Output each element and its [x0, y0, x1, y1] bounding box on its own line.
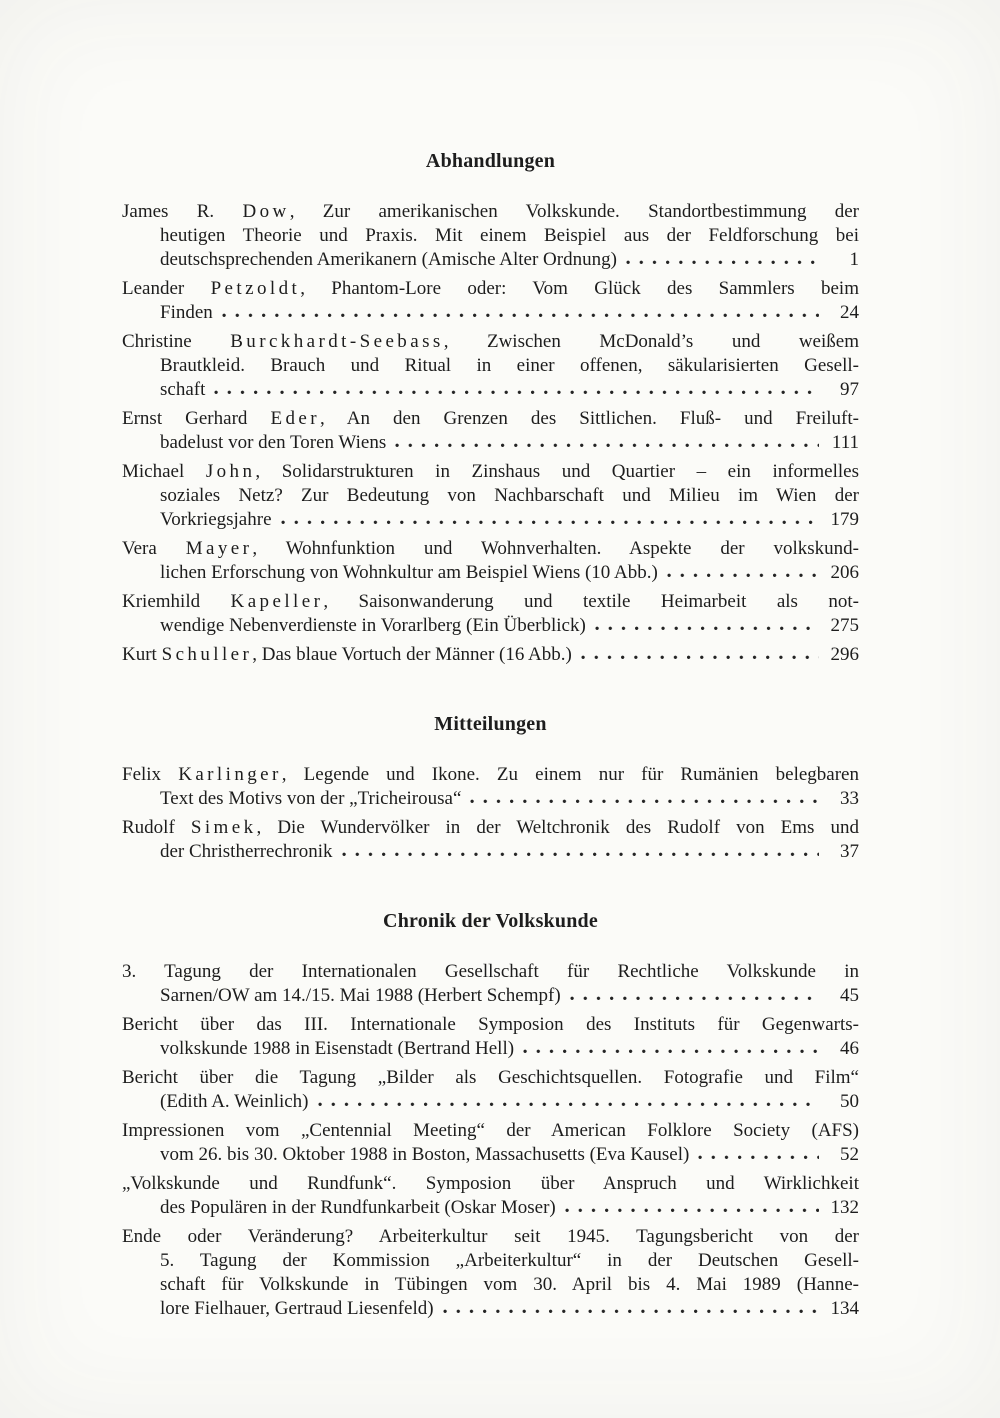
dot-leader: [565, 1204, 819, 1213]
toc-line: [122, 1013, 859, 1037]
toc-line: [122, 1119, 859, 1143]
dot-leader: [395, 439, 819, 448]
author-surname: Burckhardt-Seebass: [230, 331, 444, 352]
toc-line: [122, 643, 859, 667]
toc-line: [122, 407, 859, 431]
text-segment: Rudolf: [122, 817, 191, 838]
page-number: 50: [840, 1091, 859, 1112]
entry-text: [122, 461, 859, 482]
dot-leader: [626, 256, 819, 265]
entry-text: [160, 508, 272, 532]
dot-leader: [222, 309, 819, 318]
page-number: 132: [830, 1197, 859, 1218]
text-segment: lore Fielhauer, Gertraud Liesenfeld): [160, 1298, 434, 1319]
entry-text: [160, 1274, 859, 1295]
toc-line: [122, 248, 859, 272]
page-number: 296: [830, 644, 859, 665]
text-segment: Felix: [122, 764, 179, 785]
text-segment: , Wohnfunktion und Wohnverhalten. Aspekte der volkskund-: [252, 538, 859, 559]
text-segment: , Zur amerikanischen Volkskunde. Standortbestimmung der: [289, 201, 860, 222]
toc-line: [122, 431, 859, 455]
entry-text: [122, 961, 859, 982]
toc-entry: [122, 1013, 859, 1061]
toc-entry: [122, 763, 859, 811]
toc-line: [122, 1172, 859, 1196]
text-segment: Vorkriegsjahre: [160, 509, 272, 530]
toc-entry: [122, 816, 859, 864]
toc-line: [122, 1090, 859, 1114]
dot-leader: [581, 651, 819, 660]
toc-section: [122, 713, 859, 864]
toc-line: [122, 787, 859, 811]
text-segment: , Legende und Ikone. Zu einem nur für Rumänien belegbaren: [281, 764, 859, 785]
entry-text: [122, 817, 859, 838]
text-segment: , Zwischen McDonald’s und weißem: [443, 331, 859, 352]
toc-line: [122, 960, 859, 984]
text-segment: Finden: [160, 302, 213, 323]
toc-line: [122, 1297, 859, 1321]
toc-line: [122, 484, 859, 508]
dot-leader: [667, 569, 819, 578]
author-surname: Schuller: [161, 644, 253, 665]
toc-entry: [122, 537, 859, 585]
toc-line: [122, 1143, 859, 1167]
toc-line: [122, 537, 859, 561]
text-segment: Kurt: [122, 644, 162, 665]
text-segment: , Das blaue Vortuch der Männer (16 Abb.): [252, 644, 572, 665]
toc-line: [122, 1273, 859, 1297]
entry-text: [122, 1173, 859, 1194]
entry-text: [122, 764, 859, 785]
page-number: 1: [849, 249, 859, 270]
dot-leader: [470, 795, 819, 804]
entry-text: [160, 301, 213, 325]
text-segment: Ende oder Veränderung? Arbeiterkultur seit 1945. Tagungsbericht von der: [122, 1226, 859, 1247]
author-surname: Dow: [242, 201, 290, 222]
text-segment: Bericht über die Tagung „Bilder als Geschichtsquellen. Fotografie und Film“: [122, 1067, 859, 1088]
toc-line: [122, 224, 859, 248]
toc-line: [122, 561, 859, 585]
page-number: 134: [830, 1298, 859, 1319]
entry-text: [160, 378, 205, 402]
entry-text: [160, 248, 617, 272]
entry-text: [160, 225, 859, 246]
toc-entry: [122, 460, 859, 532]
section-heading: Chronik der Volkskunde: [383, 910, 598, 932]
text-segment: der Christherrechronik: [160, 841, 333, 862]
entry-text: [160, 1196, 556, 1220]
toc-line: [122, 590, 859, 614]
toc-section: [122, 910, 859, 1321]
text-segment: , Saisonwanderung und textile Heimarbeit als not-: [323, 591, 859, 612]
toc-line: [122, 1225, 859, 1249]
text-segment: Kriemhild: [122, 591, 231, 612]
dot-leader: [342, 848, 819, 857]
text-segment: soziales Netz? Zur Bedeutung von Nachbarschaft und Milieu im Wien der: [160, 485, 859, 506]
toc-line: [122, 330, 859, 354]
text-segment: 5. Tagung der Kommission „Arbeiterkultur“ in der Deutschen Gesell-: [160, 1250, 859, 1271]
text-segment: Sarnen/OW am 14./15. Mai 1988 (Herbert Schempf): [160, 985, 561, 1006]
entry-text: [122, 538, 859, 559]
entry-text: [160, 1090, 309, 1114]
toc-entry: [122, 330, 859, 402]
entry-text: [160, 1297, 434, 1321]
entry-text: [122, 591, 859, 612]
dot-leader: [595, 622, 819, 631]
entry-text: [160, 561, 658, 585]
toc-entry: [122, 407, 859, 455]
toc-entry: [122, 1066, 859, 1114]
dot-leader: [523, 1045, 819, 1054]
entry-text: [122, 1014, 859, 1035]
toc-line: [122, 1196, 859, 1220]
toc-line: [122, 508, 859, 532]
text-segment: James R.: [122, 201, 243, 222]
toc-entry: [122, 277, 859, 325]
section-heading: Mitteilungen: [434, 713, 547, 735]
page-number: 206: [830, 562, 859, 583]
toc-entry: [122, 1225, 859, 1321]
entry-text: [122, 278, 859, 299]
entry-text: [160, 1250, 859, 1271]
entry-text: [122, 643, 572, 667]
entry-text: [160, 840, 333, 864]
page-number: 45: [840, 985, 859, 1006]
entry-text: [160, 485, 859, 506]
text-segment: Impressionen vom „Centennial Meeting“ der American Folklore Society (AFS): [122, 1120, 859, 1141]
page-number: 46: [840, 1038, 859, 1059]
dot-leader: [214, 386, 819, 395]
entry-text: [160, 355, 859, 376]
page-number: 33: [840, 788, 859, 809]
toc-line: [122, 763, 859, 787]
page-number: 97: [840, 379, 859, 400]
text-segment: Christine: [122, 331, 231, 352]
entry-text: [122, 331, 859, 352]
author-surname: Simek: [190, 817, 257, 838]
text-segment: , Die Wundervölker in der Weltchronik des Rudolf von Ems und: [256, 817, 859, 838]
text-segment: , Solidarstrukturen in Zinshaus und Quartier – ein informelles: [255, 461, 859, 482]
toc-entry: [122, 590, 859, 638]
text-segment: Leander: [122, 278, 211, 299]
text-segment: Text des Motivs von der „Tricheirousa“: [160, 788, 462, 809]
toc-section: [122, 150, 859, 667]
text-segment: vom 26. bis 30. Oktober 1988 in Boston, Massachusetts (Eva Kausel): [160, 1144, 690, 1165]
text-segment: wendige Nebenverdienste in Vorarlberg (Ein Überblick): [160, 615, 586, 636]
entry-text: [122, 1120, 859, 1141]
text-segment: Brautkleid. Brauch und Ritual in einer offenen, säkularisierten Gesell-: [160, 355, 859, 376]
text-segment: schaft: [160, 379, 206, 400]
toc-entry: [122, 1119, 859, 1167]
entry-text: [160, 1143, 689, 1167]
section-heading: Abhandlungen: [425, 150, 556, 172]
page-number: 24: [840, 302, 859, 323]
text-segment: volkskunde 1988 in Eisenstadt (Bertrand Hell): [160, 1038, 515, 1059]
author-surname: John: [205, 461, 256, 482]
text-segment: deutschsprechenden Amerikanern (Amische Alter Ordnung): [160, 249, 617, 270]
text-segment: heutigen Theorie und Praxis. Mit einem Beispiel aus der Feldforschung bei: [160, 225, 859, 246]
page-number: 52: [840, 1144, 859, 1165]
toc-line: [122, 1249, 859, 1273]
toc-entry: [122, 643, 859, 667]
text-segment: Ernst Gerhard: [122, 408, 271, 429]
toc-entry: [122, 960, 859, 1008]
entry-text: [122, 201, 859, 222]
toc-line: [122, 277, 859, 301]
text-segment: , Phantom-Lore oder: Vom Glück des Sammlers beim: [300, 278, 859, 299]
entry-text: [160, 984, 561, 1008]
text-segment: , An den Grenzen des Sittlichen. Fluß- und Freiluft-: [320, 408, 859, 429]
entry-text: [122, 1067, 859, 1088]
toc-line: [122, 1037, 859, 1061]
entry-text: [122, 408, 859, 429]
table-of-contents: [122, 150, 859, 1326]
toc-line: [122, 840, 859, 864]
author-surname: Kapeller: [230, 591, 324, 612]
entry-text: [160, 1037, 514, 1061]
entry-text: [160, 787, 461, 811]
text-segment: Bericht über das III. Internationale Symposion des Instituts für Gegenwarts-: [122, 1014, 859, 1035]
entry-text: [122, 1226, 859, 1247]
page-number: 179: [830, 509, 859, 530]
text-segment: Michael: [122, 461, 206, 482]
dot-leader: [443, 1305, 819, 1314]
dot-leader: [281, 516, 819, 525]
text-segment: 3. Tagung der Internationalen Gesellschaft für Rechtliche Volkskunde in: [122, 961, 859, 982]
text-segment: (Edith A. Weinlich): [160, 1091, 309, 1112]
text-segment: Vera: [122, 538, 186, 559]
text-segment: „Volkskunde und Rundfunk“. Symposion über Anspruch und Wirklichkeit: [122, 1173, 859, 1194]
dot-leader: [698, 1151, 819, 1160]
author-surname: Mayer: [185, 538, 253, 559]
author-surname: Petzoldt: [210, 278, 301, 299]
dot-leader: [318, 1098, 819, 1107]
toc-entry: [122, 200, 859, 272]
text-segment: schaft für Volkskunde in Tübingen vom 30. April bis 4. Mai 1989 (Hanne-: [160, 1274, 859, 1295]
toc-entry: [122, 1172, 859, 1220]
toc-line: [122, 460, 859, 484]
author-surname: Karlinger: [178, 764, 282, 785]
text-segment: lichen Erforschung von Wohnkultur am Beispiel Wiens (10 Abb.): [160, 562, 658, 583]
toc-line: [122, 816, 859, 840]
page-number: 111: [831, 432, 859, 453]
toc-line: [122, 614, 859, 638]
toc-line: [122, 1066, 859, 1090]
text-segment: badelust vor den Toren Wiens: [160, 432, 387, 453]
toc-line: [122, 354, 859, 378]
dot-leader: [570, 992, 819, 1001]
toc-line: [122, 984, 859, 1008]
toc-line: [122, 301, 859, 325]
page-number: 37: [840, 841, 859, 862]
page-number: 275: [830, 615, 859, 636]
author-surname: Eder: [270, 408, 320, 429]
toc-line: [122, 378, 859, 402]
toc-line: [122, 200, 859, 224]
entry-text: [160, 431, 386, 455]
entry-text: [160, 614, 586, 638]
text-segment: des Populären in der Rundfunkarbeit (Oskar Moser): [160, 1197, 556, 1218]
